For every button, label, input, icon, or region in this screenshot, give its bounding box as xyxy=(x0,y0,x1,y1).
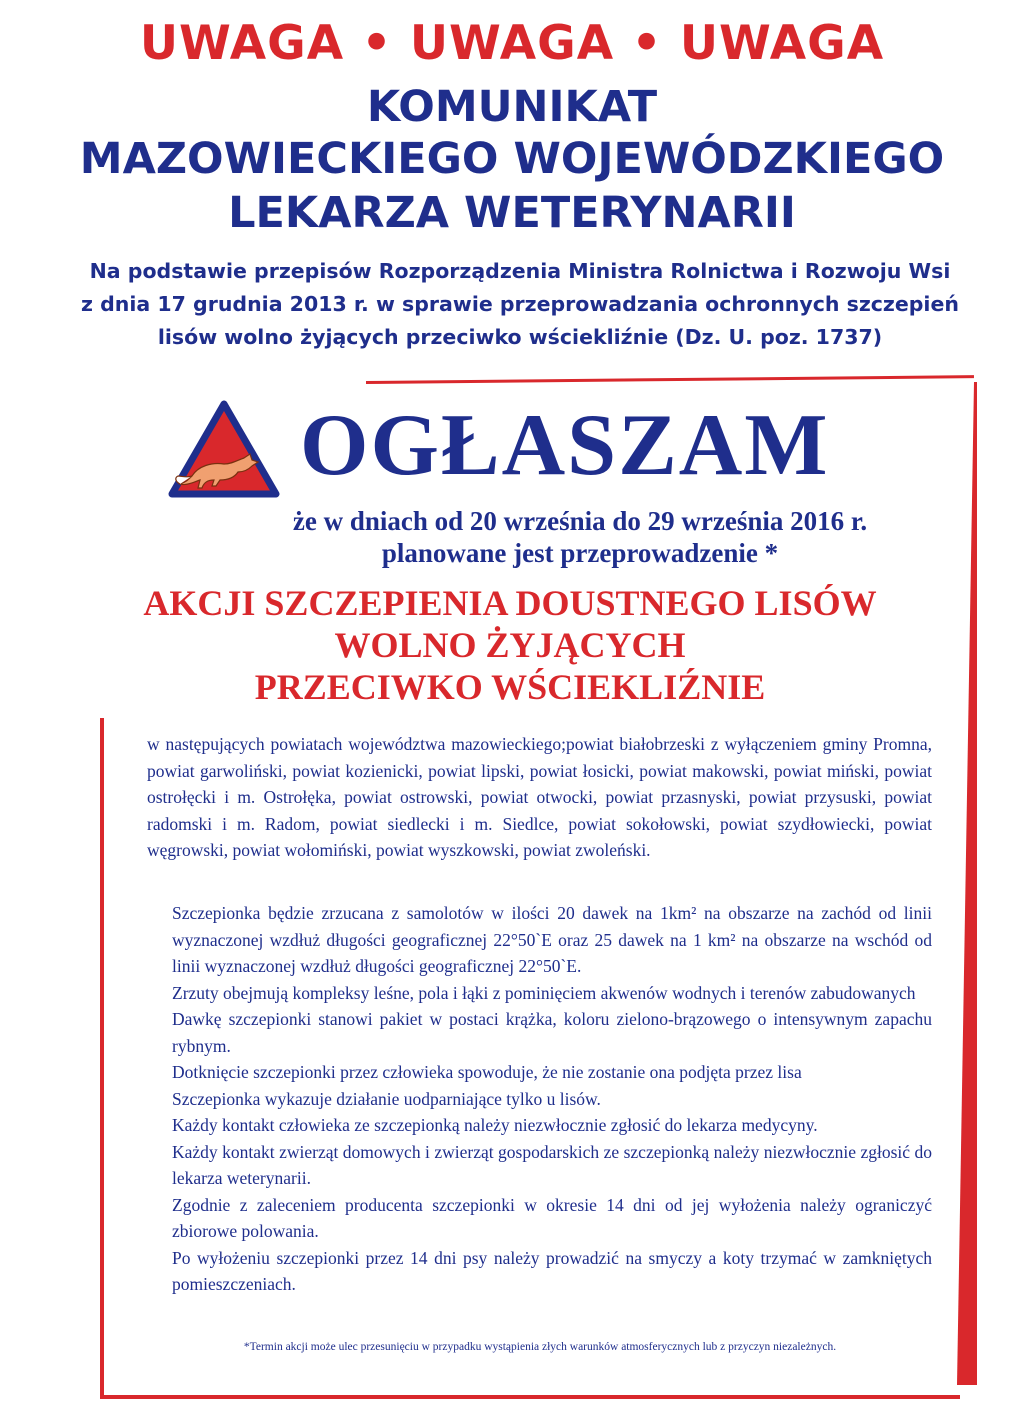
red-frame-bottom xyxy=(100,1395,960,1399)
campaign-line-1: AKCJI SZCZEPIENIA DOUSTNEGO LISÓW xyxy=(143,583,877,623)
detail-paragraph: Po wyłożeniu szczepionki przez 14 dni psy należy prowadzić na smyczy a koty trzymać w zamkniętych pomieszczeniach. xyxy=(172,1247,932,1294)
intro-text xyxy=(60,255,980,354)
intro-line-2: z dnia 17 grudnia 2013 r. w sprawie przeprowadzania ochronnych szczepień xyxy=(81,292,959,316)
fox-warning-triangle-icon xyxy=(168,400,280,498)
intro-line-1: Na podstawie przepisów Rozporządzenia Ministra Rolnictwa i Rozwoju Wsi xyxy=(89,259,951,283)
announcement-heading: OGŁASZAM xyxy=(300,397,830,494)
campaign-title xyxy=(40,582,980,708)
campaign-line-2: WOLNO ŻYJĄCYCH xyxy=(334,625,686,665)
districts-paragraph: w następujących powiatach województwa mazowieckiego;powiat białobrzeski z wyłączeniem gminy Promna, powiat garwoliński, powiat kozienicki, powiat lipski, powiat łosicki, powiat makowski, powiat miński, powiat ostrołęcki i m. Ostrołęka, powiat ostrowski, powiat otwocki, powiat przasnyski, powiat przysuski, powiat radomski i m. Radom, powiat siedlecki i m. Siedlce, powiat sokołowski, powiat szydłowiecki, powiat węgrowski, powiat wołomiński, powiat wyszkowski, powiat zwoleński. xyxy=(147,734,932,860)
red-frame-left xyxy=(100,718,104,1398)
detail-paragraph: Szczepionka będzie zrzucana z samolotów w ilości 20 dawek na 1km² na obszarze na zachód od linii wyznaczonej wzdłuż długości geograficznej 22°50`E oraz 25 dawek na 1 km² na obszarze na wschód od linii wyznaczonej wzdłuż długości geograficznej 22°50`E. xyxy=(172,903,932,976)
detail-paragraph: Zgodnie z zaleceniem producenta szczepionki w okresie 14 dni od jej wyłożenia należy ograniczyć zbiorowe polowania. xyxy=(172,1194,932,1241)
title-line-2: MAZOWIECKIEGO WOJEWÓDZKIEGO xyxy=(79,134,945,184)
date-text xyxy=(130,505,1024,569)
date-line-2: planowane jest przeprowadzenie * xyxy=(381,538,779,568)
warning-header: UWAGA • UWAGA • UWAGA xyxy=(139,16,885,71)
title-line-3: LEKARZA WETERYNARII xyxy=(228,188,796,238)
date-line-1: że w dniach od 20 września do 29 września 2016 r. xyxy=(292,506,868,536)
detail-paragraph: Zrzuty obejmują kompleksy leśne, pola i łąki z pominięciem akwenów wodnych i terenów zabudowanych xyxy=(172,982,916,1003)
footnote: *Termin akcji może ulec przesunięciu w przypadku wystąpienia złych warunków atmosferycznych lub z przyczyn niezależnych. xyxy=(243,1341,837,1353)
red-frame-top xyxy=(366,375,974,384)
detail-paragraph: Szczepionka wykazuje działanie uodparniające tylko u lisów. xyxy=(172,1088,601,1109)
intro-line-3: lisów wolno żyjących przeciwko wściekliźnie (Dz. U. poz. 1737) xyxy=(157,325,883,349)
detail-paragraph: Każdy kontakt człowieka ze szczepionką należy niezwłocznie zgłosić do lekarza medycyny. xyxy=(172,1115,818,1135)
campaign-line-3: PRZECIWKO WŚCIEKLIŹNIE xyxy=(254,667,766,707)
details-paragraphs xyxy=(172,900,932,1298)
detail-paragraph: Dawkę szczepionki stanowi pakiet w postaci krążka, koloru zielono-brązowego o intensywnym zapachu rybnym. xyxy=(172,1009,932,1056)
title-line-1: KOMUNIKAT xyxy=(366,82,658,132)
detail-paragraph: Każdy kontakt zwierząt domowych i zwierząt gospodarskich ze szczepionką należy niezwłocznie zgłosić do lekarza weterynarii. xyxy=(172,1141,932,1188)
detail-paragraph: Dotknięcie szczepionki przez człowieka spowoduje, że nie zostanie ona podjęta przez lisa xyxy=(172,1062,802,1082)
